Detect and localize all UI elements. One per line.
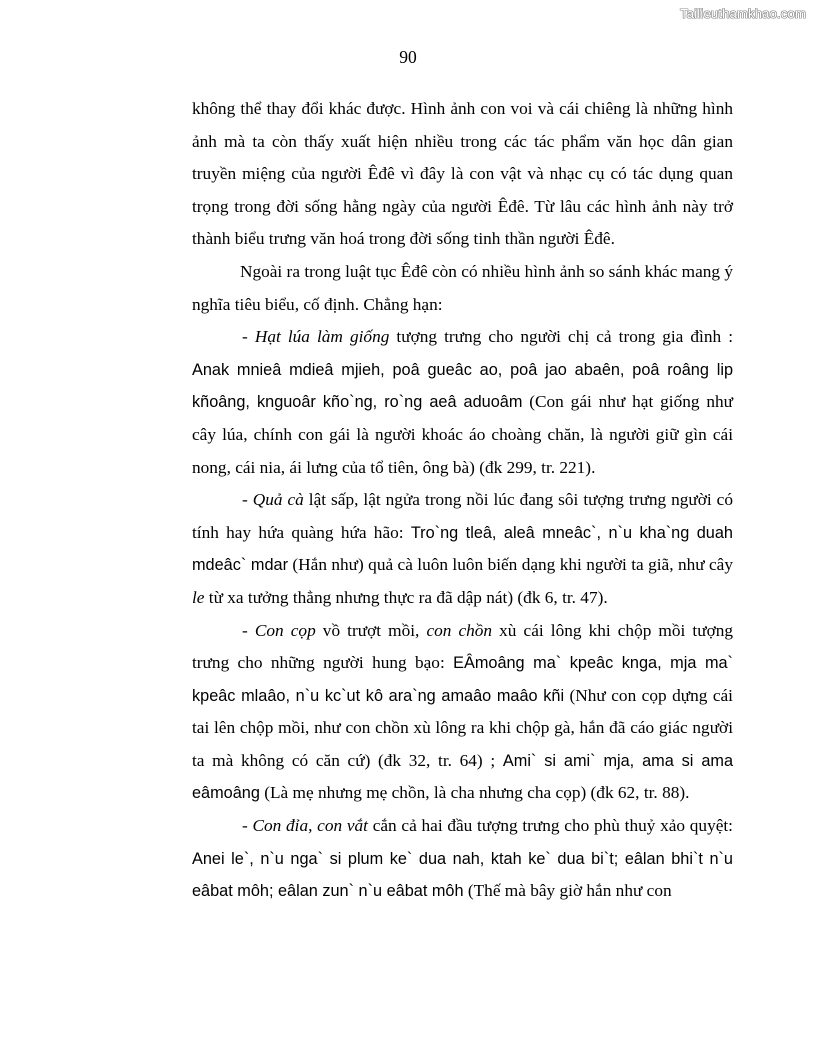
paragraph-text: (Thế mà bây giờ hắn như con: [463, 881, 672, 901]
paragraph-text: (Hắn như) quả cà luôn luôn biến dạng khi người ta giã, như cây: [288, 555, 733, 575]
ede-quote: Anak mnieâ mdieâ mjieh, poâ gueâc ao, poâ jao abaên, poâ roâng lip kñoâng, knguoâr kño`ng, ro`ng aeâ aduoâm: [192, 360, 733, 412]
italic-term: Con đỉa, con vắt: [252, 816, 368, 836]
paragraph-text: vồ trượt mồi,: [315, 620, 427, 640]
list-dash: -: [242, 816, 253, 836]
list-dash: -: [242, 327, 255, 347]
list-dash: -: [242, 620, 255, 640]
paragraph-4: [192, 484, 733, 614]
italic-term: con chồn: [426, 620, 493, 640]
paragraph-text: (Là mẹ nhưng mẹ chồn, là cha nhưng cha cọp) (đk 62, tr. 88).: [259, 783, 690, 803]
document-body: [192, 93, 733, 908]
watermark: Tailieuthamkhao.com: [680, 6, 806, 21]
italic-term: Hạt lúa làm giống: [254, 327, 390, 347]
paragraph-1: [192, 93, 733, 256]
ede-quote: Anei le`, n`u nga` si plum ke` dua nah, ktah ke` dua bi`t; eâlan bhi`t n`u eâbat môh; eâlan zun` n`u eâbat môh: [192, 849, 733, 901]
paragraph-text: cắn cả hai đầu tượng trưng cho phù thuỷ xảo quyệt:: [367, 816, 733, 836]
paragraph-text: xù cái lông khi chộp mồi tượng trưng cho những người hung bạo:: [192, 620, 733, 673]
italic-term: Quả cà: [252, 490, 304, 510]
paragraph-text: (Con gái như hạt giống như cây lúa, chính con gái là người khoác áo choàng chăn, là người giữ gìn cái nong, cái nia, ái lưng của tổ tiên, ông bà) (đk 299, tr. 221).: [192, 392, 733, 477]
paragraph-text: tượng trưng cho người chị cả trong gia đình :: [389, 327, 733, 347]
paragraph-5: [192, 615, 733, 811]
ede-quote: Ami` si ami` mja, ama si ama eâmoâng: [192, 751, 733, 803]
paragraph-2: [192, 256, 733, 321]
list-dash: -: [242, 490, 253, 510]
page-number: 90: [399, 47, 417, 67]
paragraph-text: từ xa tưởng thẳng nhưng thực ra đã dập nát) (đk 6, tr. 47).: [204, 587, 608, 607]
paragraph-text: lật sấp, lật ngửa trong nồi lúc đang sôi tượng trưng người có tính hay hứa quàng hứa hão:: [192, 490, 733, 542]
ede-quote: Tro`ng tleâ, aleâ mneâc`, n`u kha`ng duah mdeâc` mdar: [192, 523, 733, 575]
italic-term: le: [192, 587, 205, 607]
paragraph-text: Ngoài ra trong luật tục Êđê còn có nhiều hình ảnh so sánh khác mang ý nghĩa tiêu biểu, cố định. Chẳng hạn:: [192, 261, 733, 314]
paragraph-text: không thể thay đổi khác được. Hình ảnh con voi và cái chiêng là những hình ảnh mà ta còn thấy xuất hiện nhiều trong các tác phẩm văn học dân gian truyền miệng của người Êđê vì đây là con vật và nhạc cụ có tác dụng quan trọng trong đời sống hằng ngày của người Êđê. Từ lâu các hình ảnh này trở thành biểu trưng văn hoá trong đời sống tinh thần người Êđê.: [192, 99, 733, 249]
paragraph-3: [192, 321, 733, 484]
italic-term: Con cọp: [254, 620, 316, 640]
paragraph-text: (Như con cọp dựng cái tai lên chộp mồi, như con chồn xù lông ra khi chộp gà, hắn đã cáo giác người ta mà không có căn cứ) (đk 32, tr. 64) ;: [192, 685, 733, 770]
paragraph-6: [192, 810, 733, 908]
ede-quote: EÂmoâng ma` kpeâc knga, mja ma` kpeâc mlaâo, n`u kc`ut kô ara`ng amaâo maâo kñi: [192, 654, 733, 705]
